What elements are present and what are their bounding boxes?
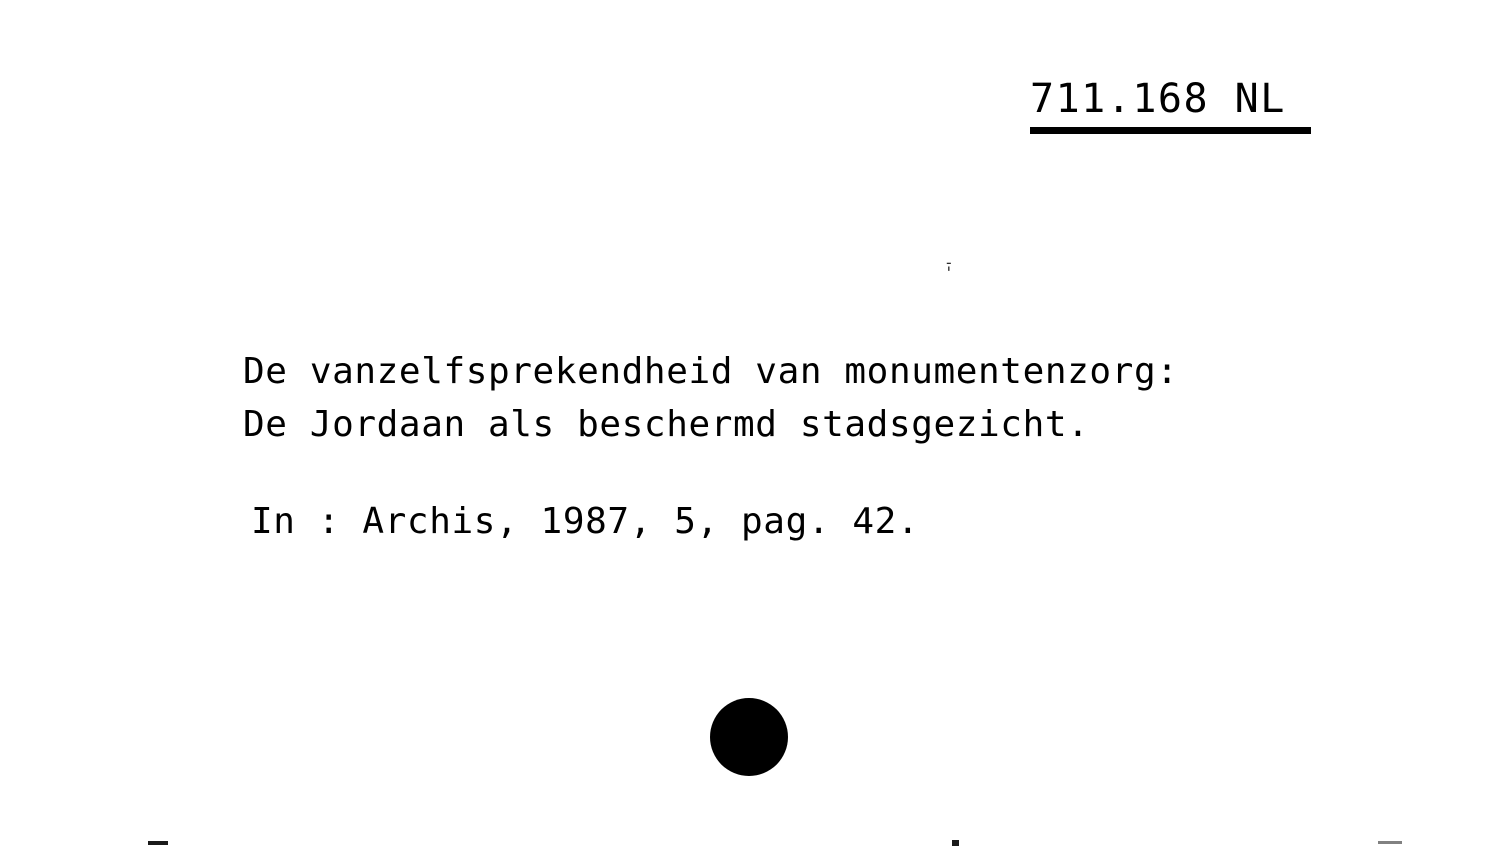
- title-line-2: De Jordaan als beschermd stadsgezicht.: [243, 404, 1090, 445]
- scan-speck-mark: -': [944, 253, 954, 282]
- title-block: [243, 345, 1343, 451]
- scan-edge-mark-right: [1378, 841, 1402, 844]
- scan-edge-mark-center: [952, 840, 959, 846]
- index-dot-mark: [710, 698, 788, 776]
- call-number-text: 711.168 NL: [1030, 76, 1286, 122]
- scan-edge-mark-left: [148, 841, 168, 845]
- title-line-1: De vanzelfsprekendheid van monumentenzorg:: [243, 351, 1179, 392]
- source-block: [251, 497, 1151, 547]
- call-number-block: [1030, 78, 1320, 134]
- source-line-1: In : Archis, 1987, 5, pag. 42.: [251, 501, 920, 542]
- call-number-underline: [1030, 127, 1311, 134]
